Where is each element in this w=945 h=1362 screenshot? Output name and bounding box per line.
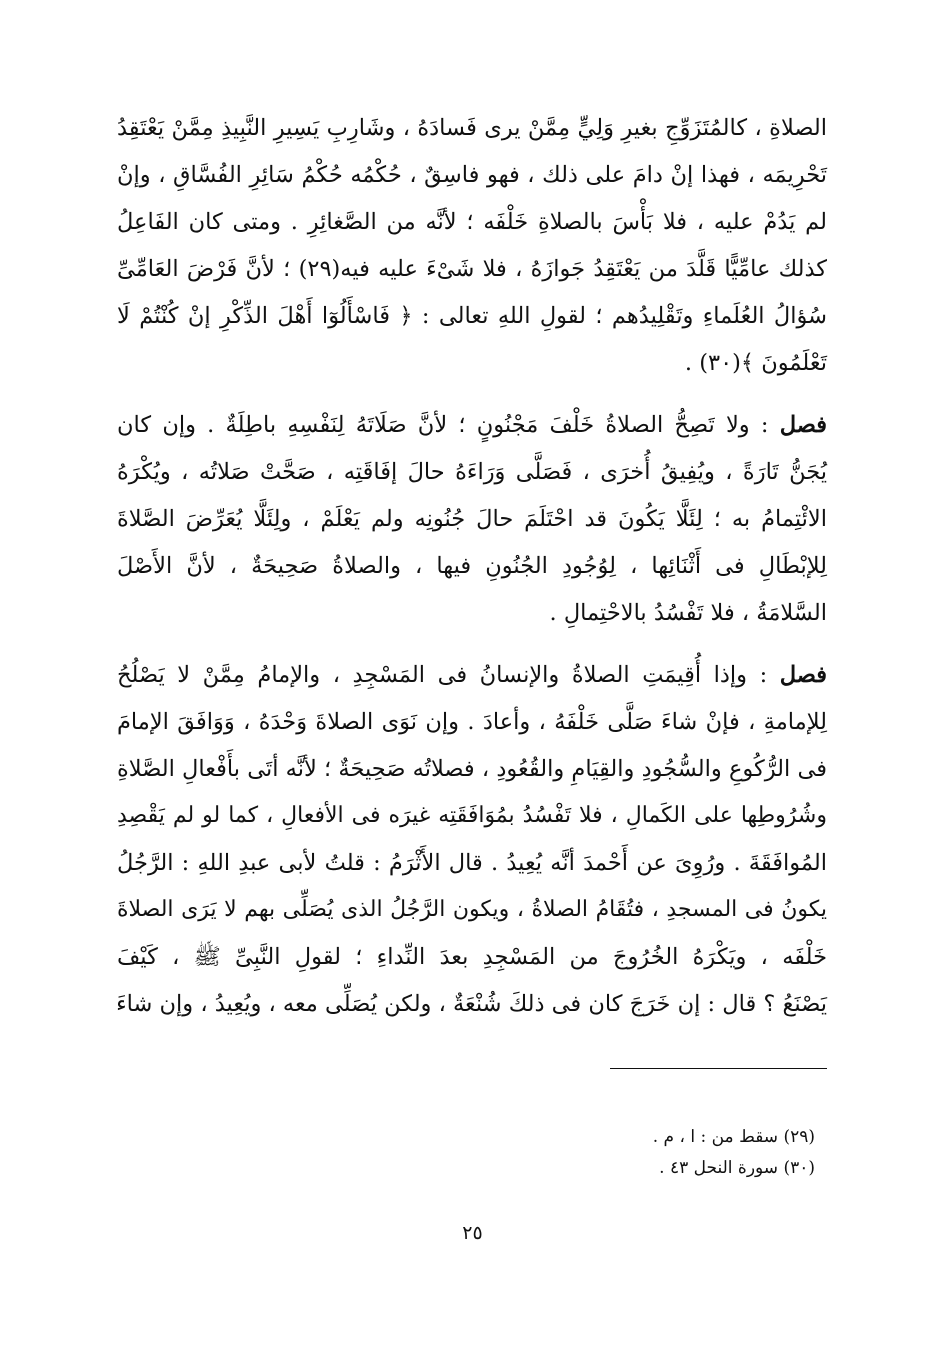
- text-line: يَصْنَعُ ؟ قال : إن خَرَجَ كان فى ذلكَ شُنْعَةٌ ، ولكن يُصَلِّى معه ، ويُعِيدُ ، وإن شاءَ: [116, 991, 827, 1017]
- text-line: لِلإبْطَالِ فى أَثْنَائِها ، لِوُجُودِ الجُنُونِ فيها ، والصلاةُ صَحِيحَةٌ ، لأنَّ الأَصْلَ: [117, 553, 827, 579]
- text-line: يكونُ فى المسجدِ ، فتُقَامُ الصلاةُ ، ويكون الرَّجُلُ الذى يُصَلِّى بهم لا يَرَى الصلاةَ: [117, 897, 827, 922]
- text-line: يُجَنُّ تَارَةً ، ويُفِيقُ أُخرَى ، فَصَلَّى وَرَاءَهُ حالَ إفَاقَتِه ، صَحَّتْ صَلاتُه ، ويُكْرَهُ: [117, 459, 827, 485]
- text-line: الائْتِمامُ به ؛ لِئَلَّا يَكُونَ قد احْتَلَمَ حالَ جُنُونِه ولم يَعْلَمْ ، ولِئَلَّا يُعَرِّضَ الصَّلاةَ: [117, 506, 827, 532]
- paragraph-first-line: [117, 662, 827, 689]
- text-run: : وإذا أُقِيمَتِ الصلاةُ والإنسانُ فى المَسْجِدِ ، والإمامُ مِمَّنْ لا يَصْلُحُ: [117, 662, 780, 688]
- page-number: ٢٥: [462, 1222, 483, 1244]
- footnote: (٣٠) سورة النحل ٤٣ .: [659, 1158, 815, 1178]
- text-line: تَحْرِيمَه ، فهذا إنْ دامَ على ذلك ، فهو فاسِقٌ ، حُكْمُه حُكْمُ سَائِرِ الفُسَّاقِ ، وإنْ: [117, 162, 827, 188]
- text-line: الصلاةِ ، كالمُتَزَوِّجِ بغيرِ وَلِيٍّ مِمَّنْ يرى فَسادَهُ ، وشَارِبِ يَسِيرِ النَّبِيذِ مِمَّنْ يَعْتَقِدُ: [117, 115, 827, 141]
- text-line: المُوافَقَةَ . ورُوِىَ عن أَحْمدَ أنَّه يُعِيدُ . قال الأَثْرَمُ : قلتُ لأبى عبدِ اللهِ : الرَّجُلُ: [117, 850, 827, 876]
- text-line: وشُرُوطِها على الكَمالِ ، فلا تَفْسُدُ بمُوَافَقَتِه غيرَه فى الأفعالِ ، كما لو لم يَقْصِدِ: [117, 803, 827, 828]
- footnote: (٢٩) سقط من : ا ، م .: [652, 1127, 815, 1147]
- text-line: السَّلامَةُ ، فلا تَفْسُدُ بالاحْتِمالِ .: [549, 600, 827, 626]
- paragraph-first-line: [117, 412, 827, 439]
- text-line: خَلْفَه ، ويَكْرَهُ الخُرُوجَ من المَسْجِدِ بعدَ النِّداءِ ؛ لقولِ النَّبِىِّ ﷺ ، كَيْفَ: [117, 944, 827, 970]
- section-label: فصل: [779, 662, 827, 688]
- text-line: كذلك عامِّيًّا قَلَّدَ من يَعْتَقِدُ جَوازَهُ ، فلا شَىْءَ عليه فيه(٢٩) ؛ لأنَّ فَرْضَ العَامِّىِّ: [117, 256, 828, 282]
- text-line: سُؤالُ العُلَماءِ وتَقْلِيدُهم ؛ لقولِ اللهِ تعالى : ﴿ فَاسْأَلُوٓا أَهْلَ الذِّكْرِ إنْ كُنْتُمْ لَا: [117, 303, 827, 329]
- section-label: فصل: [779, 412, 827, 438]
- footnote-separator: [610, 1068, 827, 1069]
- text-line: لِلإمامةِ ، فإنْ شاءَ صَلَّى خَلْفَهُ ، وأعادَ . وإن نَوَى الصلاةَ وَحْدَهُ ، وَوَافَقَ الإمامَ: [117, 709, 827, 735]
- text-line: تَعْلَمُونَ ﴾(٣٠) .: [684, 350, 827, 376]
- text-run: : ولا تَصِحُّ الصلاةُ خَلْفَ مَجْنُونٍ ؛ لأنَّ صَلَاتَهُ لِنَفْسِهِ باطِلَةٌ . وإن كان: [117, 412, 780, 438]
- text-line: لم يَدُمْ عليه ، فلا بَأْسَ بالصلاةِ خَلْفَه ؛ لأنَّه من الصَّغائِرِ . ومتى كان الفَاعِلُ: [117, 209, 827, 235]
- text-line: فى الرُّكُوعِ والسُّجُودِ والقِيَامِ والقُعُودِ ، فصلاتُه صَحِيحَةٌ ؛ لأنَّه أتَى بأَفْعالِ الصَّلاةِ: [117, 756, 827, 782]
